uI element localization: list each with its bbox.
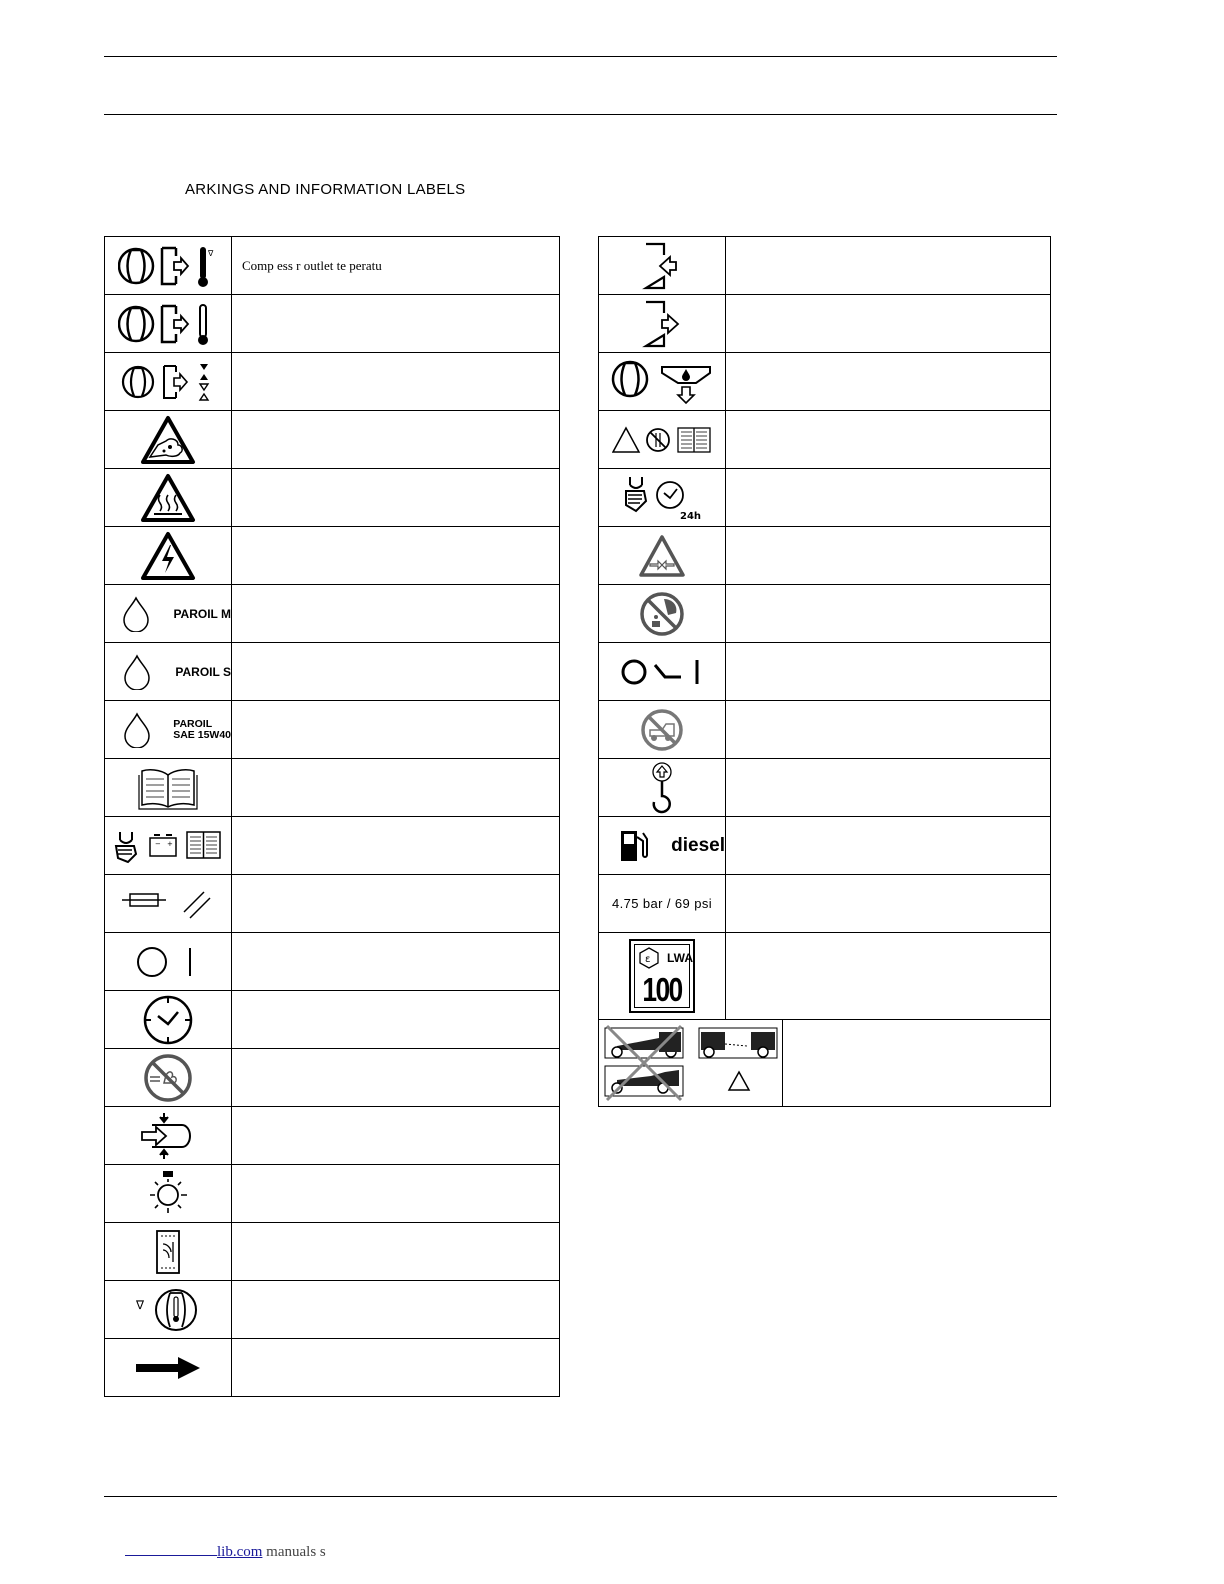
footer-link[interactable]: lib.com (217, 1544, 263, 1560)
oil-drop-icon (123, 654, 151, 690)
icon-cell (105, 237, 232, 295)
icon-cell (599, 353, 726, 411)
icon-cell (105, 817, 232, 875)
label-description (726, 933, 1051, 1020)
oil-type-label: PAROIL S (175, 664, 231, 679)
labels-table-left (104, 236, 560, 1397)
sound-power-level-icon (629, 939, 695, 1013)
table-row (105, 643, 560, 701)
label-description (232, 759, 560, 817)
icon-cell (105, 991, 232, 1049)
icon-cell (599, 237, 726, 295)
table-row (105, 875, 560, 933)
lamp-icon (143, 1169, 193, 1219)
table-row (599, 701, 1051, 759)
label-description (232, 585, 560, 643)
table-row (105, 991, 560, 1049)
air-receiver-icon (138, 1111, 198, 1161)
icon-cell (599, 527, 726, 585)
oil-drop-icon (123, 712, 151, 748)
table-row (105, 585, 560, 643)
electrical-hazard-icon (140, 531, 196, 581)
icon-cell (105, 759, 232, 817)
table-row (599, 527, 1051, 585)
table-row (599, 875, 1051, 933)
thermometer-gauge-icon (136, 1287, 200, 1333)
svg-text:ε: ε (645, 954, 651, 965)
table-row (105, 527, 560, 585)
label-description (232, 643, 560, 701)
fuel-type-label: diesel (671, 834, 725, 856)
icon-cell (105, 1107, 232, 1165)
towing-position-icon (603, 1024, 779, 1102)
table-row (599, 585, 1051, 643)
compressor-outlet-temperature-warning-icon (118, 244, 218, 288)
no-open-flame-icon (142, 1053, 194, 1103)
label-description (726, 817, 1051, 875)
footer-link-underline (125, 1543, 217, 1556)
table-row (105, 1281, 560, 1339)
icon-cell (105, 411, 232, 469)
icon-cell (105, 1223, 232, 1281)
table-row (599, 237, 1051, 295)
header-rule-bottom (104, 114, 1057, 115)
label-description (232, 875, 560, 933)
label-description (232, 1223, 560, 1281)
oil-type-label: PAROIL (173, 717, 213, 730)
footer (125, 1543, 326, 1561)
table-row (599, 817, 1051, 875)
lifting-point-warning-icon (638, 534, 686, 578)
manual-book-icon (138, 765, 198, 811)
table-row (599, 295, 1051, 353)
clock-icon (142, 994, 194, 1046)
svg-text:+: + (167, 839, 173, 848)
label-description (726, 295, 1051, 353)
footer-rule (104, 1496, 1057, 1497)
fuse-icon (122, 886, 214, 922)
table-row (105, 759, 560, 817)
compressor-outlet-pressure-icon (118, 360, 218, 404)
icon-cell (105, 1281, 232, 1339)
label-description (232, 1339, 560, 1397)
icon-cell (599, 875, 726, 933)
icon-cell (105, 1049, 232, 1107)
label-description (232, 701, 560, 759)
lwa-label: LWA (667, 951, 693, 965)
off-on-switch-icon (136, 945, 200, 979)
table-row (105, 237, 560, 295)
icon-cell (599, 1020, 783, 1107)
table-row (105, 353, 560, 411)
label-description: Comp ess r outlet te peratu (232, 237, 560, 295)
hexagon-ce-icon (639, 947, 659, 969)
no-towing-icon (640, 708, 684, 752)
label-description (232, 1107, 560, 1165)
icon-cell (599, 585, 726, 643)
icon-cell (599, 759, 726, 817)
service-battery-manual-icon (114, 828, 222, 864)
icon-cell (105, 295, 232, 353)
label-description (232, 469, 560, 527)
table-row (105, 411, 560, 469)
svg-text:−: − (155, 839, 161, 848)
oil-drop-icon (122, 596, 150, 632)
pressure-rating-label: 4.75 bar / 69 psi (611, 895, 713, 911)
table-row (105, 295, 560, 353)
fuel-pump-icon (619, 829, 649, 863)
label-description (726, 353, 1051, 411)
label-description (726, 527, 1051, 585)
label-description (232, 527, 560, 585)
label-description (726, 411, 1051, 469)
svg-text:∇: ∇ (136, 1297, 145, 1312)
icon-cell (105, 875, 232, 933)
icon-cell (599, 295, 726, 353)
lifting-hook-icon (649, 762, 675, 814)
label-description (232, 817, 560, 875)
table-row (105, 933, 560, 991)
label-description (783, 1020, 1051, 1107)
table-row (105, 1165, 560, 1223)
table-row (599, 759, 1051, 817)
table-row (105, 817, 560, 875)
table-row (599, 353, 1051, 411)
label-description (726, 875, 1051, 933)
section-title: ARKINGS AND INFORMATION LABELS (185, 181, 466, 198)
icon-cell (599, 643, 726, 701)
service-24h-icon (620, 473, 704, 523)
label-description (232, 933, 560, 991)
labels-table-right (598, 236, 1051, 1107)
label-description (726, 701, 1051, 759)
off-start-on-switch-icon (621, 657, 703, 687)
icon-cell (599, 933, 726, 1020)
lwa-value: 100 (642, 971, 682, 1008)
table-row (105, 1339, 560, 1397)
svg-text:∇: ∇ (208, 248, 214, 258)
hazard-gas-warning-icon (140, 415, 196, 465)
label-description (726, 237, 1051, 295)
table-row (105, 469, 560, 527)
icon-cell (105, 527, 232, 585)
icon-cell (105, 1165, 232, 1223)
label-description (726, 759, 1051, 817)
icon-cell (105, 933, 232, 991)
hot-surface-warning-icon (140, 473, 196, 523)
label-description (726, 643, 1051, 701)
direction-arrow-icon (134, 1355, 202, 1381)
oil-grade-label: SAE 15W40 (173, 728, 231, 741)
oil-type-label: PAROIL M (173, 606, 231, 621)
svg-text:24h: 24h (680, 510, 702, 522)
icon-cell (599, 469, 726, 527)
icon-cell (599, 411, 726, 469)
label-description (232, 295, 560, 353)
label-description (232, 1049, 560, 1107)
table-row (105, 1223, 560, 1281)
label-description (232, 411, 560, 469)
icon-cell (599, 701, 726, 759)
table-row (599, 643, 1051, 701)
icon-cell (599, 817, 726, 875)
table-row (105, 1107, 560, 1165)
icon-cell (105, 469, 232, 527)
air-outlet-icon (640, 299, 684, 349)
table-row (105, 1049, 560, 1107)
header-rule-top (104, 56, 1057, 57)
label-description (232, 1165, 560, 1223)
oil-drain-icon (610, 357, 714, 407)
label-description (726, 585, 1051, 643)
icon-cell (105, 353, 232, 411)
table-row (599, 411, 1051, 469)
label-description (232, 1281, 560, 1339)
icon-cell (105, 701, 232, 759)
compressor-outlet-temperature-icon (118, 302, 218, 346)
table-row (599, 933, 1051, 1020)
table-row (599, 469, 1051, 527)
icon-cell (105, 1339, 232, 1397)
air-inlet-icon (640, 241, 684, 291)
filter-element-icon (153, 1228, 183, 1276)
table-row (105, 701, 560, 759)
icon-cell (105, 643, 232, 701)
label-description (232, 353, 560, 411)
label-description (726, 469, 1051, 527)
table-row (599, 1020, 1051, 1107)
footer-text: manuals s (266, 1544, 326, 1560)
icon-cell (105, 585, 232, 643)
no-spraying-icon (638, 591, 686, 637)
warning-no-access-manual-icon (612, 425, 712, 455)
label-description (232, 991, 560, 1049)
